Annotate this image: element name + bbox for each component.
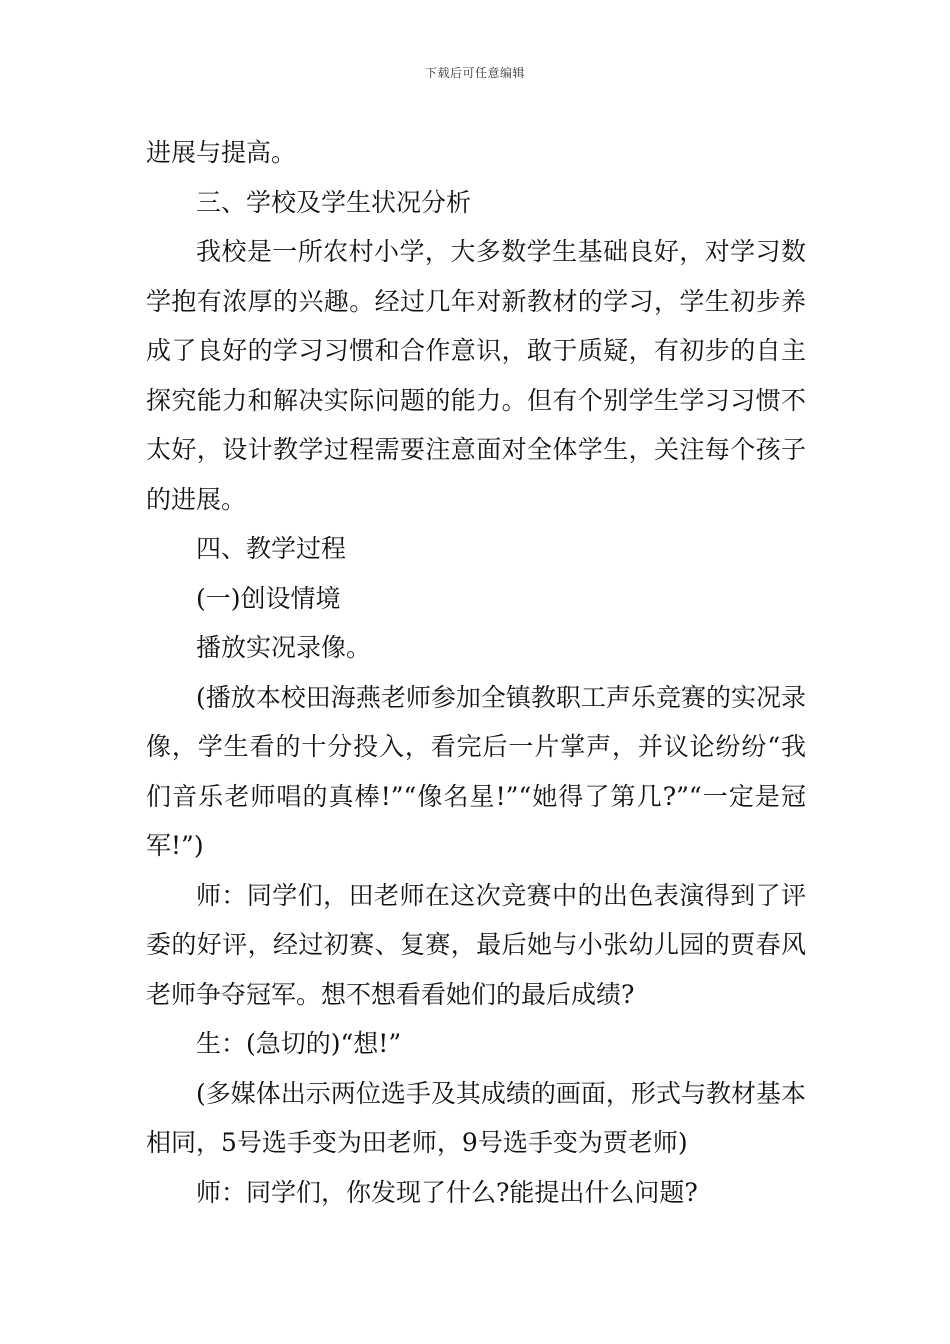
page-header: 下载后可任意编辑 <box>424 66 525 80</box>
paragraph-continuation: 进展与提高。 <box>146 138 297 167</box>
subsection-heading-create-situation: (一)创设情境 <box>196 583 341 613</box>
paragraph-play-video: 播放实况录像。 <box>196 633 372 662</box>
paragraph-video-description: (播放本校田海燕老师参加全镇教职工声乐竞赛的实况录像，学生看的十分投入，看完后一片掌声，并议论纷纷“我们音乐老师唱的真棒!”“像名星!”“她得了第几?”“一定是冠军!”) <box>146 682 806 860</box>
paragraph-teacher-speech-1: 师：同学们，田老师在这次竞赛中的出色表演得到了评委的好评，经过初赛、复赛，最后她与小张幼儿园的贾春风老师争夺冠军。想不想看看她们的最后成绩? <box>146 880 806 1009</box>
paragraph-teacher-speech-2: 师：同学们，你发现了什么?能提出什么问题? <box>196 1177 698 1207</box>
section-heading-school-analysis: 三、学校及学生状况分析 <box>196 187 472 217</box>
paragraph-multimedia-note: (多媒体出示两位选手及其成绩的画面，形式与教材基本相同，5号选手变为田老师，9号选手变为贾老师) <box>146 1078 806 1157</box>
document-body <box>146 128 806 1217</box>
section-heading-teaching-process: 四、教学过程 <box>196 534 347 563</box>
paragraph-school-situation: 我校是一所农村小学，大多数学生基础良好，对学习数学抱有浓厚的兴趣。经过几年对新教材的学习，学生初步养成了良好的学习习惯和合作意识，敢于质疑，有初步的自主探究能力和解决实际问题的能力。但有个别学生学习习惯不太好，设计教学过程需要注意面对全体学生，关注每个孩子的进展。 <box>146 237 806 514</box>
paragraph-student-response: 生：(急切的)“想!” <box>196 1029 402 1058</box>
